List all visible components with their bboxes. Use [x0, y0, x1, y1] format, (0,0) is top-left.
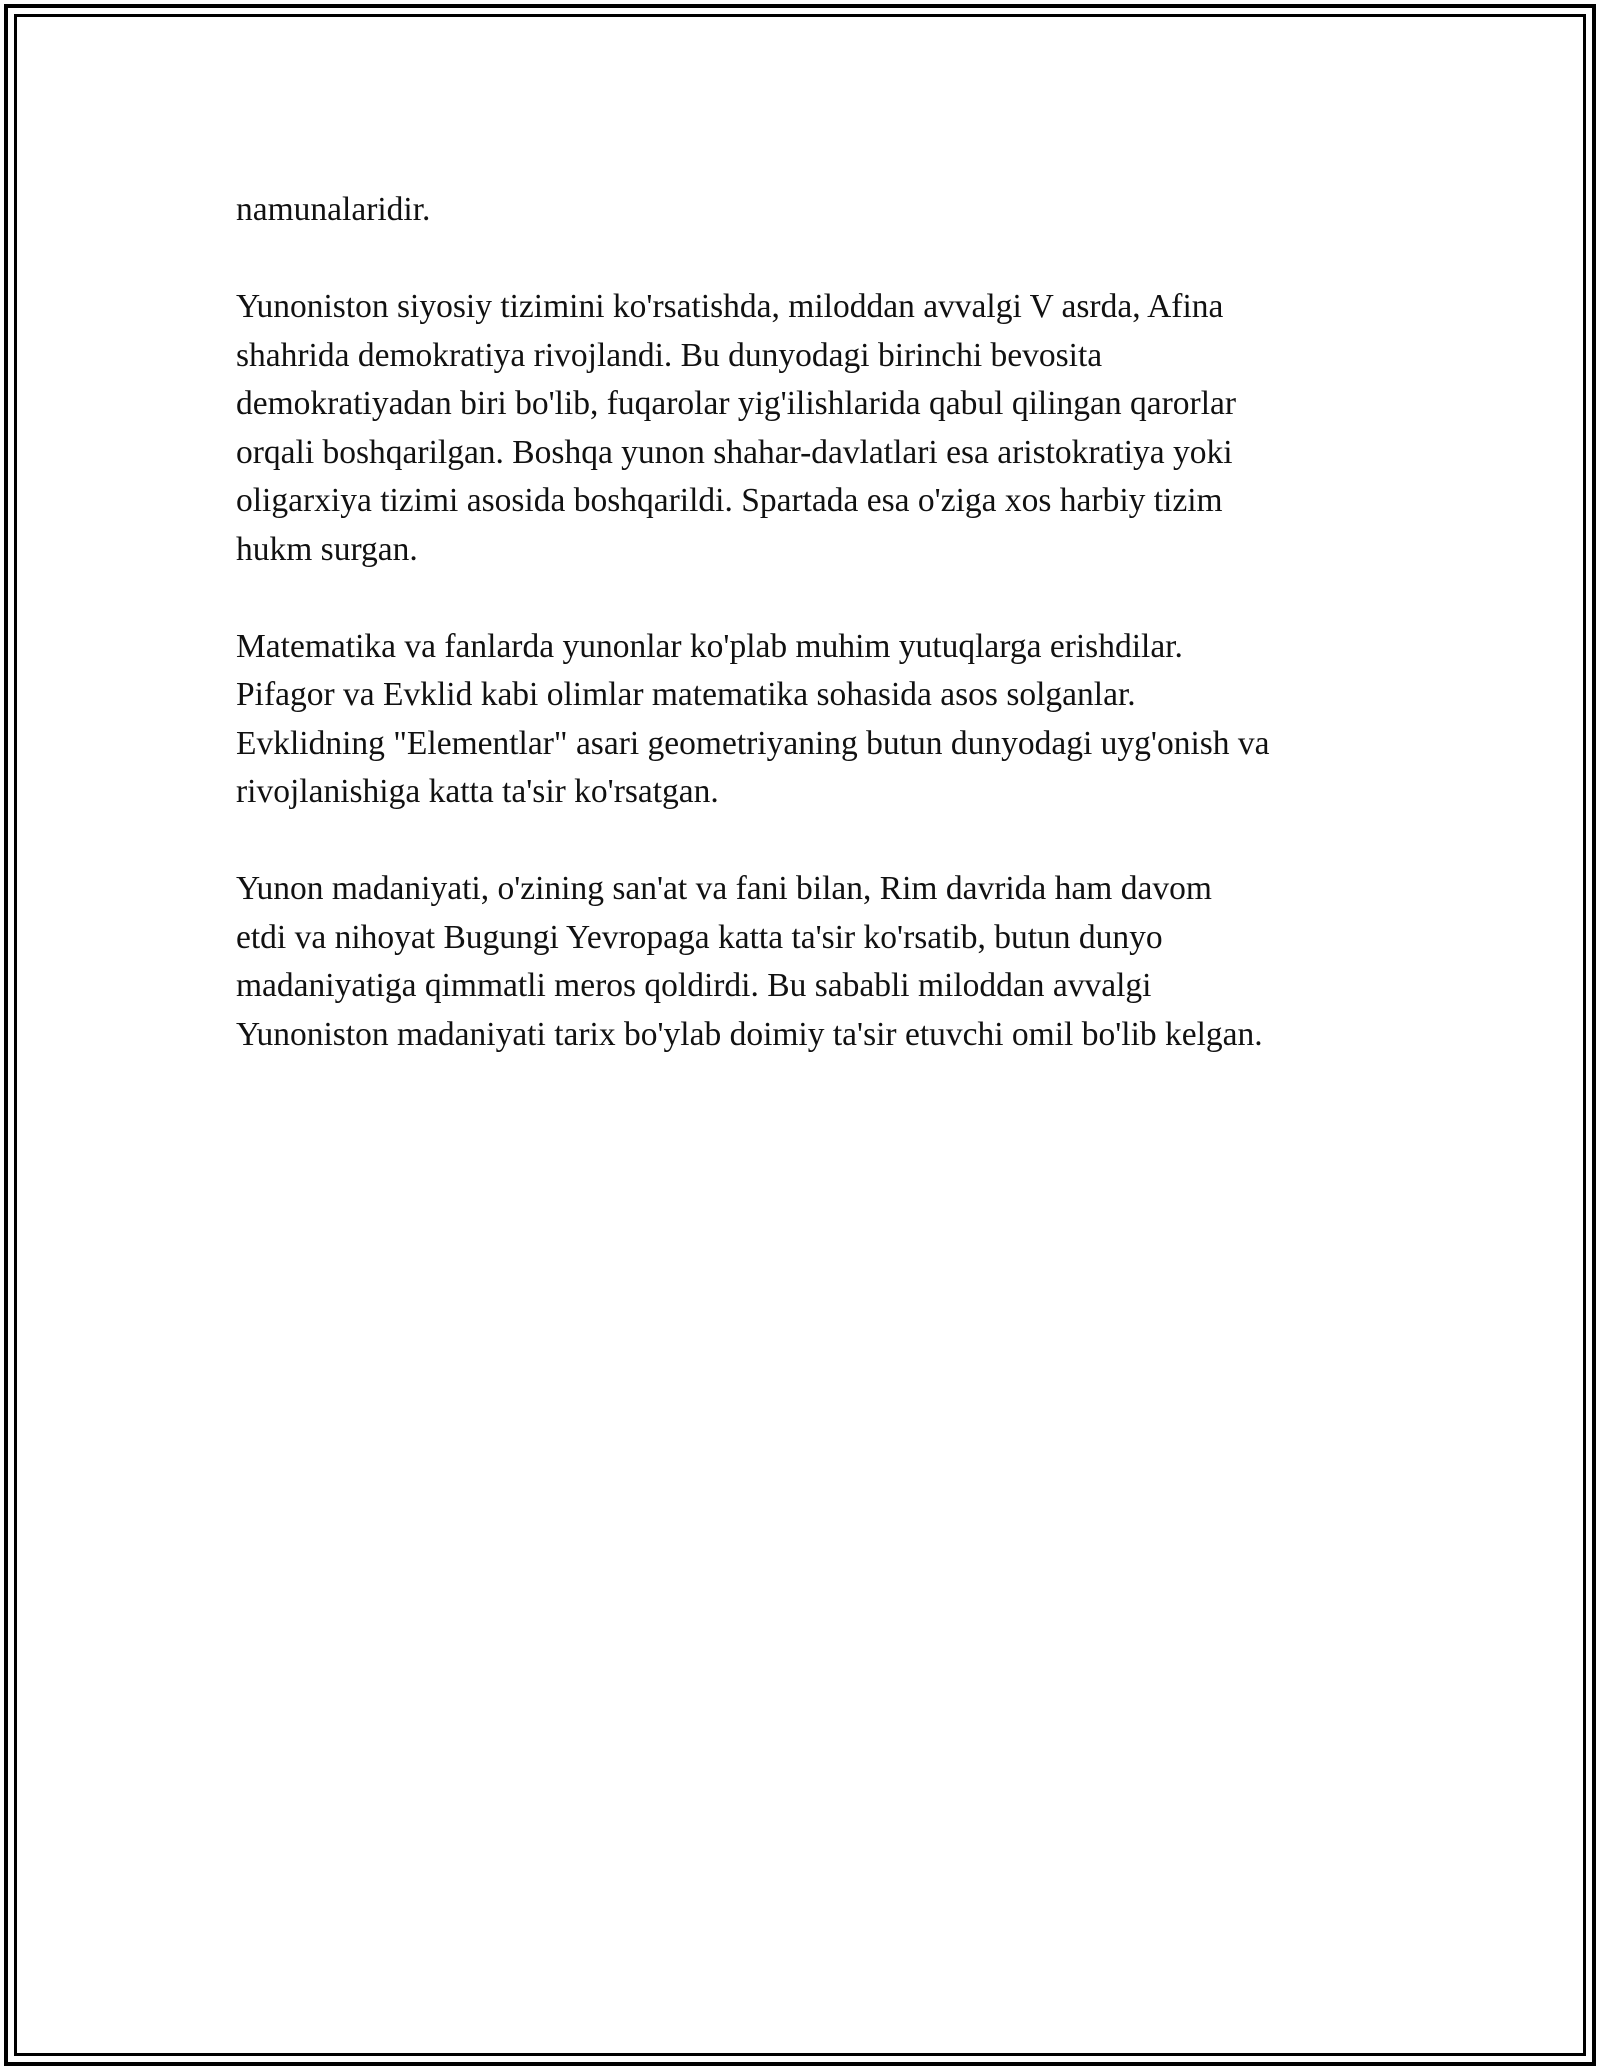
- text-line: orqali boshqarilgan. Boshqa yunon shahar-davlatlari esa aristokratiya yoki: [236, 433, 1233, 471]
- text-line: Matematika va fanlarda yunonlar ko'plab muhim yutuqlarga erishdilar.: [236, 627, 1183, 665]
- text-line: madaniyatiga qimmatli meros qoldirdi. Bu sababli miloddan avvalgi: [236, 967, 1152, 1004]
- text-line: namunalaridir.: [236, 191, 431, 228]
- paragraph-2: [236, 283, 1406, 574]
- paragraph-3: [236, 623, 1406, 817]
- text-line: hukm surgan.: [236, 530, 418, 568]
- text-line: oligarxiya tizimi asosida boshqarildi. Spartada esa o'ziga xos harbiy tizim: [236, 482, 1223, 519]
- text-line: Yunoniston madaniyati tarix bo'ylab doimiy ta'sir etuvchi omil bo'lib kelgan.: [236, 1015, 1263, 1053]
- text-line: rivojlanishiga katta ta'sir ko'rsatgan.: [236, 773, 719, 810]
- text-line: etdi va nihoyat Bugungi Yevropaga katta ta'sir ko'rsatib, butun dunyo: [236, 918, 1163, 956]
- paragraph-4: [236, 865, 1406, 1059]
- text-line: Yunon madaniyati, o'zining san'at va fani bilan, Rim davrida ham davom: [236, 870, 1212, 907]
- text-line: Evklidning "Elementlar" asari geometriyaning butun dunyodagi uyg'onish va: [236, 724, 1270, 762]
- text-line: demokratiyadan biri bo'lib, fuqarolar yig'ilishlarida qabul qilingan qarorlar: [236, 385, 1237, 422]
- paragraph-spacer: [236, 235, 1406, 284]
- paragraph-1: [236, 186, 1406, 235]
- document-body: [236, 186, 1406, 1059]
- text-line: Yunoniston siyosiy tizimini ko'rsatishda, miloddan avvalgi V asrda, Afina: [236, 288, 1224, 325]
- text-line: shahrida demokratiya rivojlandi. Bu dunyodagi birinchi bevosita: [236, 336, 1103, 374]
- text-line: Pifagor va Evklid kabi olimlar matematika sohasida asos solganlar.: [236, 676, 1136, 713]
- paragraph-spacer: [236, 817, 1406, 866]
- paragraph-spacer: [236, 574, 1406, 623]
